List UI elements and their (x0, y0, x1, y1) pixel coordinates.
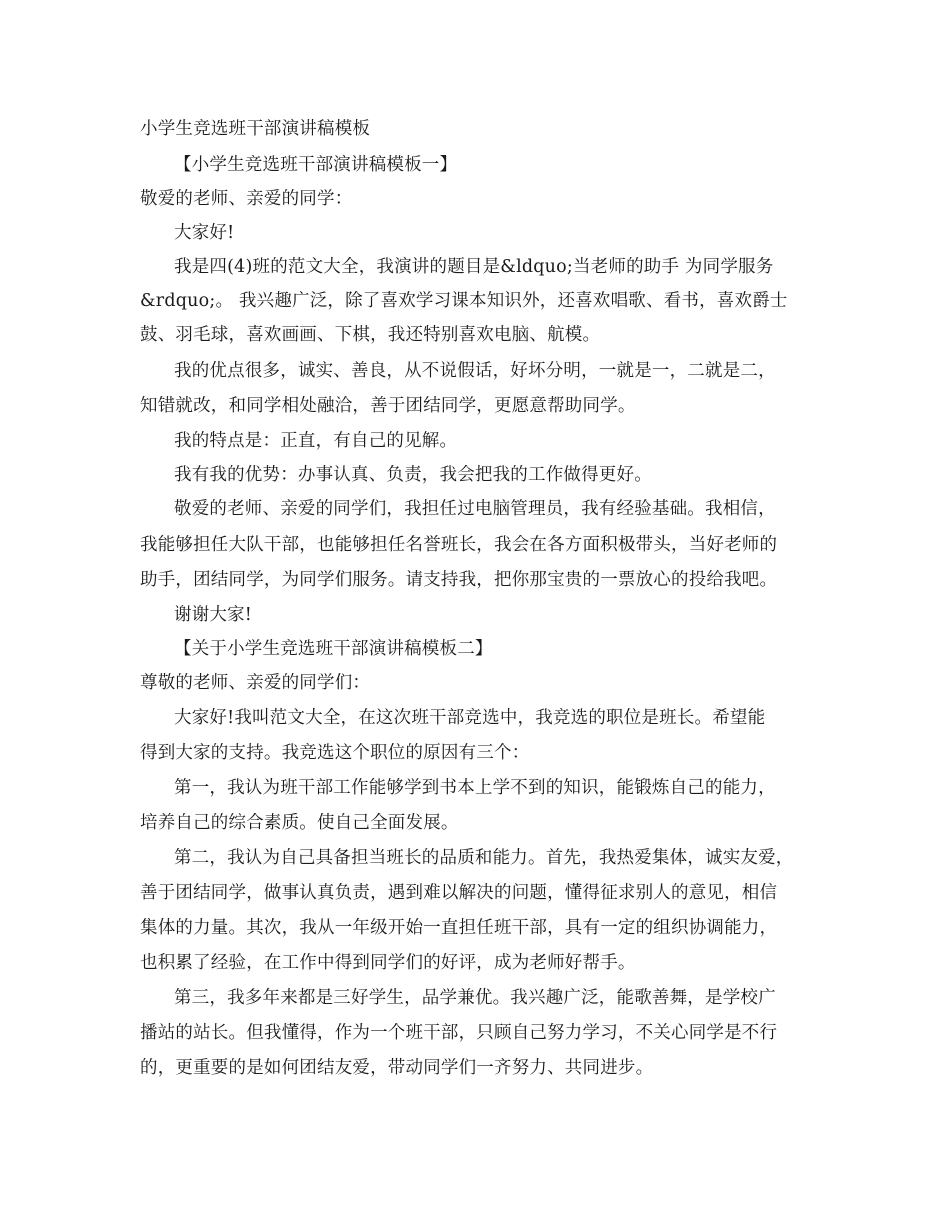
paragraph-line: 我能够担任大队干部，也能够担任名誉班长，我会在各方面积极带头，当好老师的 (140, 535, 778, 555)
section-heading: 【小学生竞选班干部演讲稿模板一】 (174, 155, 458, 175)
paragraph-line: 我有我的优势：办事认真、负责，我会把我的工作做得更好。 (174, 465, 652, 485)
paragraph-line: 助手，团结同学，为同学们服务。请支持我，把你那宝贵的一票放心的投给我吧。 (140, 570, 778, 590)
paragraph-line: 培养自己的综合素质。使自己全面发展。 (140, 813, 459, 833)
salutation: 尊敬的老师、亲爱的同学们： (140, 673, 371, 693)
paragraph-line: 我是四(4)班的范文大全，我演讲的题目是&ldquo;当老师的助手 为同学服务 (174, 257, 774, 277)
paragraph-line: 鼓、羽毛球，喜欢画画、下棋，我还特别喜欢电脑、航模。 (140, 325, 601, 345)
paragraph-line: 我的特点是：正直，有自己的见解。 (174, 431, 458, 451)
paragraph-line: 的，更重要的是如何团结友爱，带动同学们一齐努力、共同进步。 (140, 1058, 654, 1078)
paragraph-line: 谢谢大家! (174, 605, 253, 625)
paragraph-line: 大家好!我叫范文大全，在这次班干部竞选中，我竞选的职位是班长。希望能 (174, 708, 766, 728)
paragraph-line: 播站的站长。但我懂得，作为一个班干部，只顾自己努力学习，不关心同学是不行 (140, 1023, 778, 1043)
section-heading: 【关于小学生竞选班干部演讲稿模板二】 (174, 639, 493, 659)
paragraph-line: 第三，我多年来都是三好学生，品学兼优。我兴趣广泛，能歌善舞，是学校广 (174, 988, 776, 1008)
paragraph-line: 知错就改，和同学相处融洽，善于团结同学，更愿意帮助同学。 (140, 396, 636, 416)
paragraph-line: &rdquo;。 我兴趣广泛，除了喜欢学习课本知识外，还喜欢唱歌、看书，喜欢爵士 (140, 291, 788, 311)
paragraph-line: 集体的力量。其次，我从一年级开始一直担任班干部，具有一定的组织协调能力， (140, 918, 778, 938)
salutation: 敬爱的老师、亲爱的同学： (140, 189, 353, 209)
paragraph-line: 第二，我认为自己具备担当班长的品质和能力。首先，我热爱集体，诚实友爱， (174, 848, 794, 868)
paragraph-line: 大家好! (174, 223, 235, 243)
paragraph-line: 得到大家的支持。我竞选这个职位的原因有三个： (140, 743, 530, 763)
paragraph-line: 第一，我认为班干部工作能够学到书本上学不到的知识，能锻炼自己的能力， (174, 778, 776, 798)
paragraph-line: 敬爱的老师、亲爱的同学们，我担任过电脑管理员，我有经验基础。我相信， (174, 499, 776, 519)
paragraph-line: 我的优点很多，诚实、善良，从不说假话，好坏分明，一就是一，二就是二， (174, 361, 776, 381)
paragraph-line: 也积累了经验，在工作中得到同学们的好评，成为老师好帮手。 (140, 953, 636, 973)
paragraph-line: 善于团结同学，做事认真负责，遇到难以解决的问题，懂得征求别人的意见，相信 (140, 883, 778, 903)
document-title: 小学生竞选班干部演讲稿模板 (140, 119, 371, 139)
